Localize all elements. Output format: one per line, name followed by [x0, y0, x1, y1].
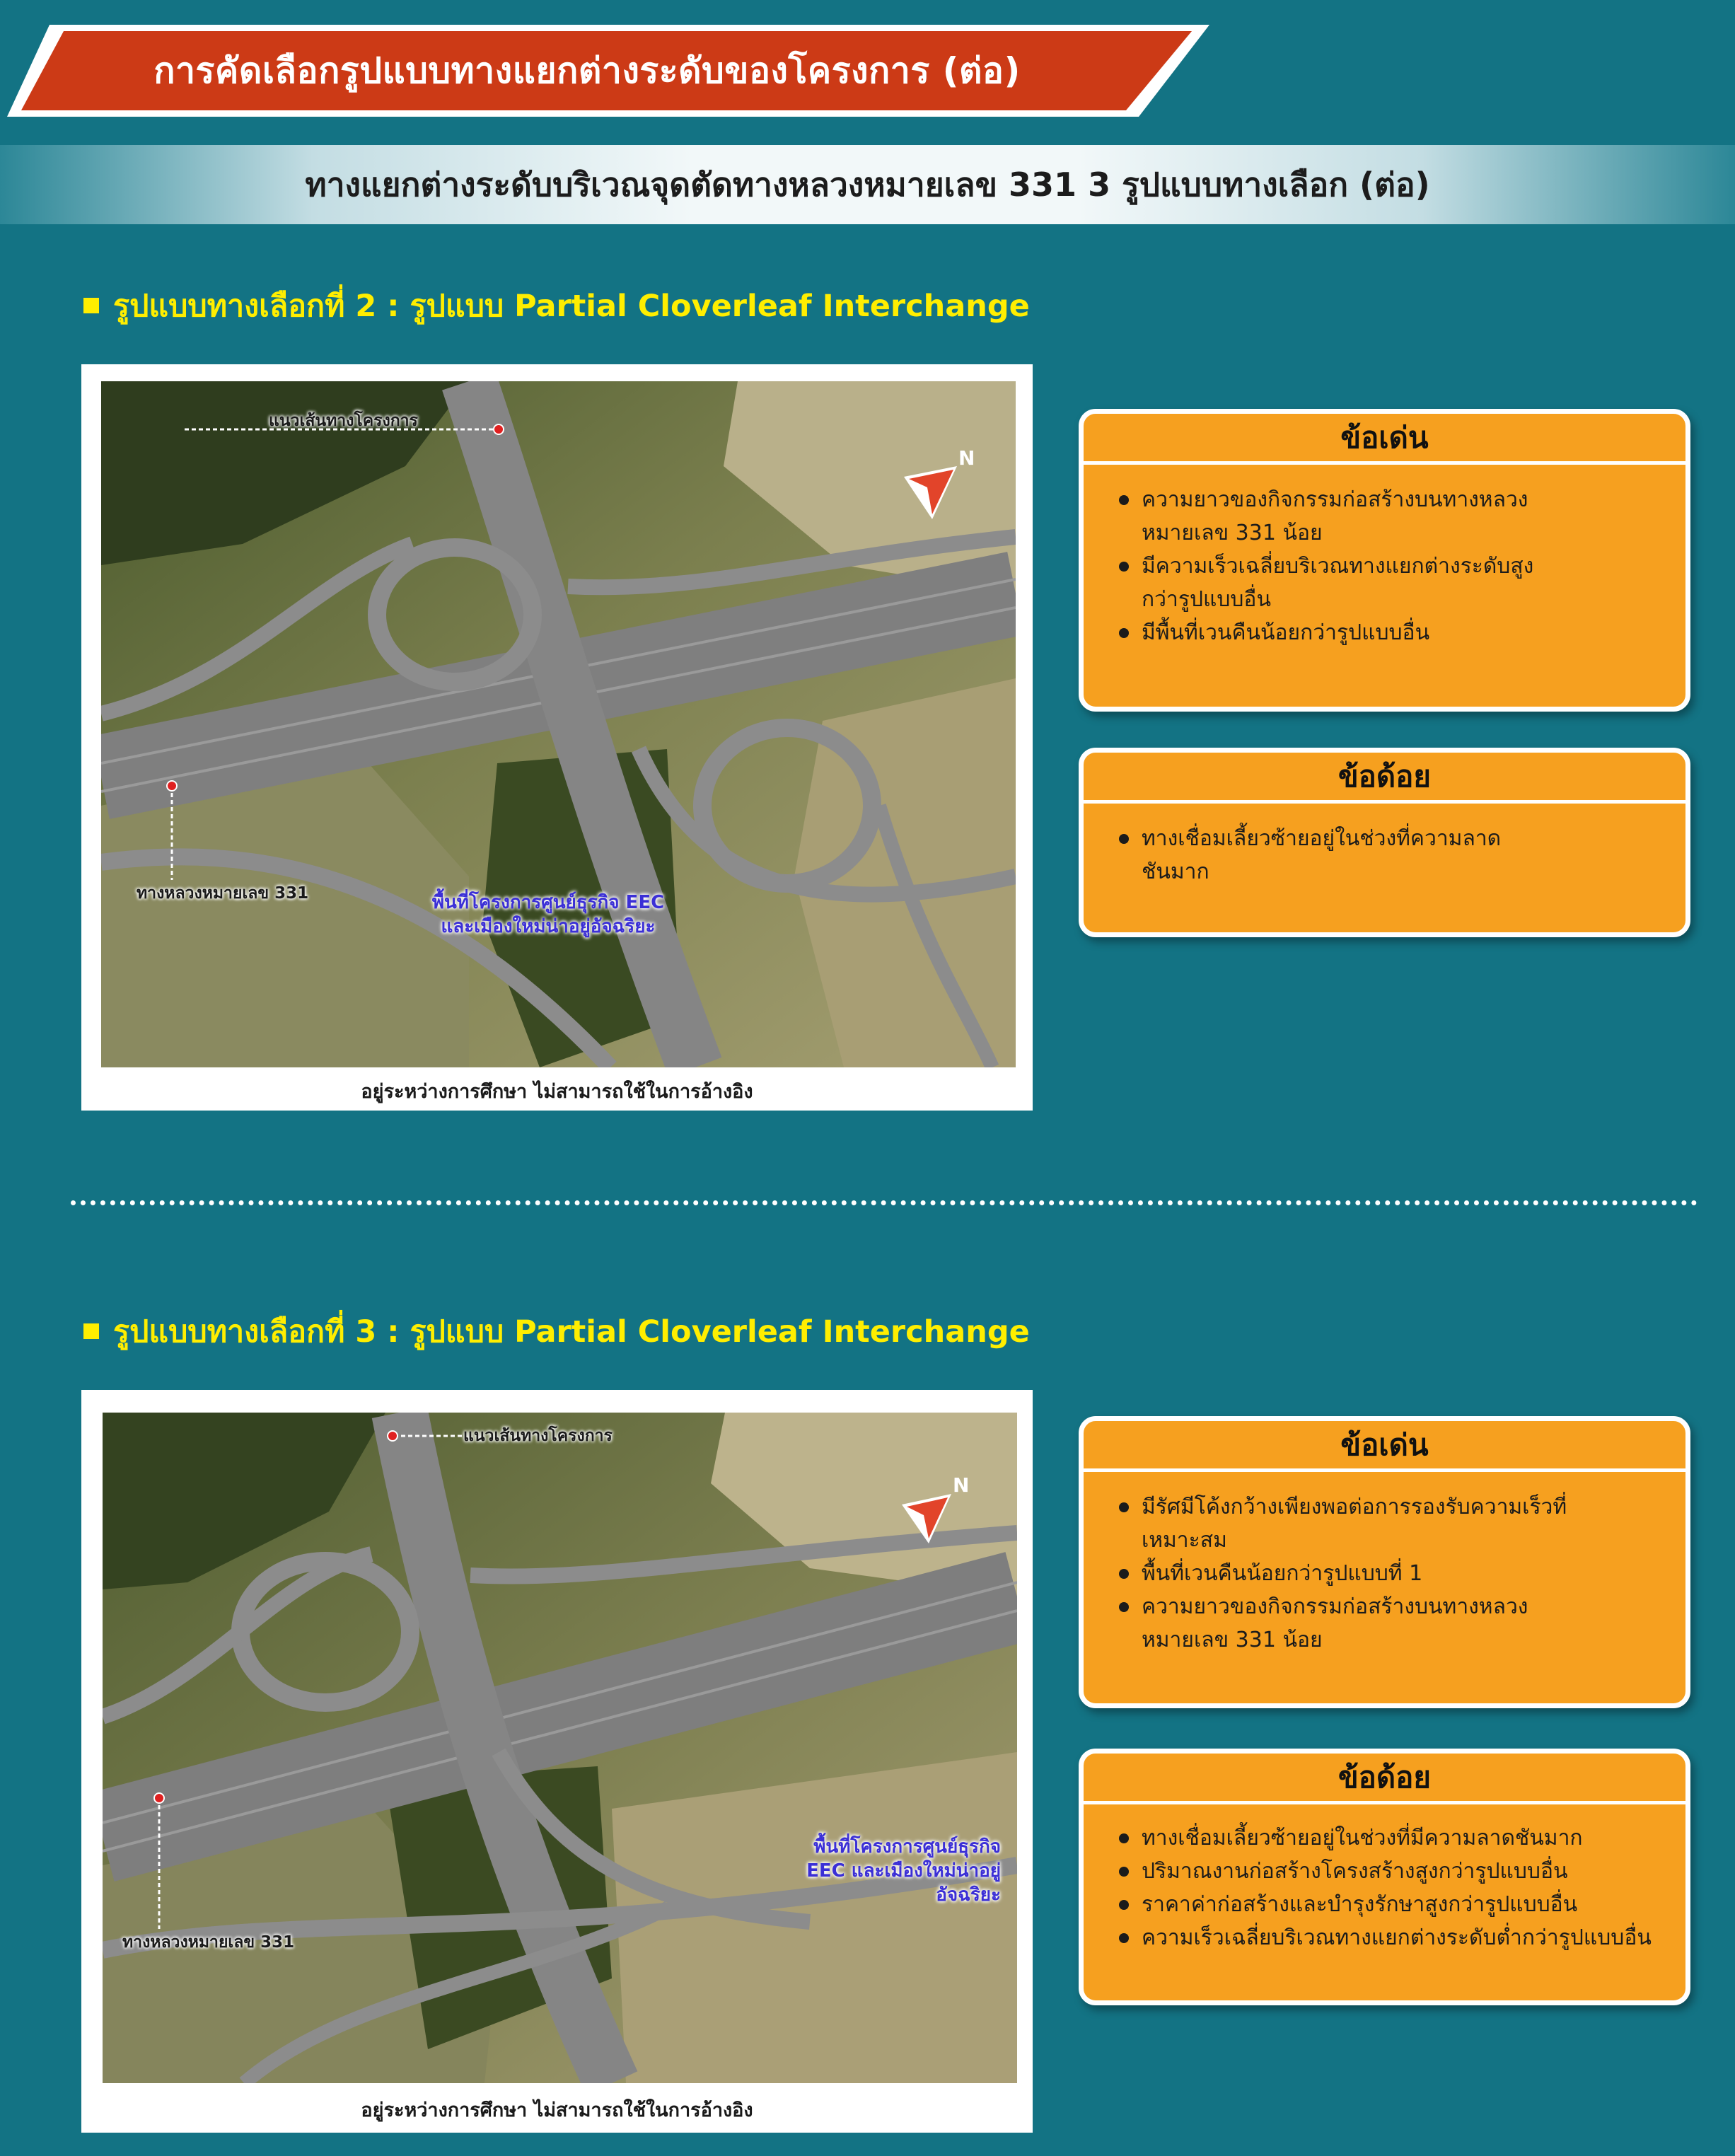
cons-title: ข้อด้อย: [1084, 1754, 1685, 1804]
square-bullet-icon: [83, 298, 99, 313]
pros-title: ข้อเด่น: [1084, 414, 1685, 465]
option-2-cons-list: [1084, 804, 1685, 888]
highway-331-label: ทางหลวงหมายเลข 331: [137, 884, 309, 903]
option-3-cons-list: [1084, 1804, 1685, 1954]
list-item: ความยาวของกิจกรรมก่อสร้างบนทางหลวงหมายเลข 331 น้อย: [1119, 1590, 1566, 1657]
list-item: ปริมาณงานก่อสร้างโครงสร้างสูงกว่ารูปแบบอื่น: [1119, 1855, 1657, 1888]
project-route-label: แนวเส้นทางโครงการ: [463, 1427, 613, 1445]
option-3-heading-text: รูปแบบทางเลือกที่ 3 : รูปแบบ Partial Cloverleaf Interchange: [113, 1314, 1030, 1350]
svg-text:N: N: [958, 446, 975, 470]
option-2-pros-box: [1079, 409, 1690, 712]
option-3-pros-list: [1084, 1472, 1685, 1657]
eec-zone-label-line2: และเมืองใหม่น่าอยู่อัจฉริยะ: [441, 915, 656, 937]
list-item: ทางเชื่อมเลี้ยวซ้ายอยู่ในช่วงที่มีความลาดชันมาก: [1119, 1821, 1657, 1855]
option-2-heading: [83, 283, 1030, 328]
option-2-aerial-photo: [101, 381, 1016, 1067]
list-item: มีพื้นที่เวนคืนน้อยกว่ารูปแบบอื่น: [1119, 616, 1657, 649]
svg-text:N: N: [953, 1473, 970, 1497]
list-item: ทางเชื่อมเลี้ยวซ้ายอยู่ในช่วงที่ความลาดชันมาก: [1119, 822, 1509, 888]
section-divider: [71, 1200, 1698, 1205]
list-item: พื้นที่เวนคืนน้อยกว่ารูปแบบที่ 1: [1119, 1557, 1657, 1590]
eec-zone-label: [753, 1836, 1001, 1907]
cons-title: ข้อด้อย: [1084, 753, 1685, 804]
eec-zone-label-line1: พื้นที่โครงการศูนย์ธุรกิจ: [813, 1836, 1001, 1857]
pros-title: ข้อเด่น: [1084, 1421, 1685, 1472]
photo-caption: อยู่ระหว่างการศึกษา ไม่สามารถใช้ในการอ้างอิง: [361, 1081, 753, 1103]
eec-zone-label-line1: พื้นที่โครงการศูนย์ธุรกิจ EEC: [431, 892, 665, 913]
page-title: การคัดเลือกรูปแบบทางแยกต่างระดับของโครงการ (ต่อ): [153, 50, 1021, 91]
option-2-pros-list: [1084, 465, 1685, 649]
list-item: มีความเร็วเฉลี่ยบริเวณทางแยกต่างระดับสูงกว่ารูปแบบอื่น: [1119, 550, 1566, 616]
photo-caption: อยู่ระหว่างการศึกษา ไม่สามารถใช้ในการอ้างอิง: [361, 2099, 753, 2121]
square-bullet-icon: [83, 1323, 99, 1339]
list-item: มีรัศมีโค้งกว้างเพียงพอต่อการรองรับความเร็วที่เหมาะสม: [1119, 1490, 1601, 1557]
eec-zone-label-line2: EEC และเมืองใหม่น่าอยู่: [806, 1860, 1001, 1882]
project-route-label: แนวเส้นทางโครงการ: [269, 412, 418, 430]
option-3-heading: [83, 1309, 1030, 1354]
list-item: ความยาวของกิจกรรมก่อสร้างบนทางหลวงหมายเลข 331 น้อย: [1119, 483, 1538, 550]
option-2-heading-text: รูปแบบทางเลือกที่ 2 : รูปแบบ Partial Cloverleaf Interchange: [113, 289, 1030, 324]
list-item: ความเร็วเฉลี่ยบริเวณทางแยกต่างระดับต่ำกว่ารูปแบบอื่น: [1119, 1921, 1657, 1954]
option-3-photo-frame: [81, 1390, 1033, 2133]
highway-331-label: ทางหลวงหมายเลข 331: [122, 1933, 295, 1952]
option-3-pros-box: [1079, 1416, 1690, 1708]
eec-zone-label-line3: อัจฉริยะ: [936, 1884, 1001, 1906]
option-2-cons-box: [1079, 748, 1690, 937]
option-3-aerial-photo: [103, 1413, 1017, 2083]
list-item: ราคาค่าก่อสร้างและบำรุงรักษาสูงกว่ารูปแบบอื่น: [1119, 1888, 1657, 1921]
option-2-photo-frame: [81, 364, 1033, 1111]
option-3-cons-box: [1079, 1749, 1690, 2005]
page-subtitle: ทางแยกต่างระดับบริเวณจุดตัดทางหลวงหมายเลข 331 3 รูปแบบทางเลือก (ต่อ): [305, 165, 1430, 204]
eec-zone-label: [378, 891, 718, 939]
